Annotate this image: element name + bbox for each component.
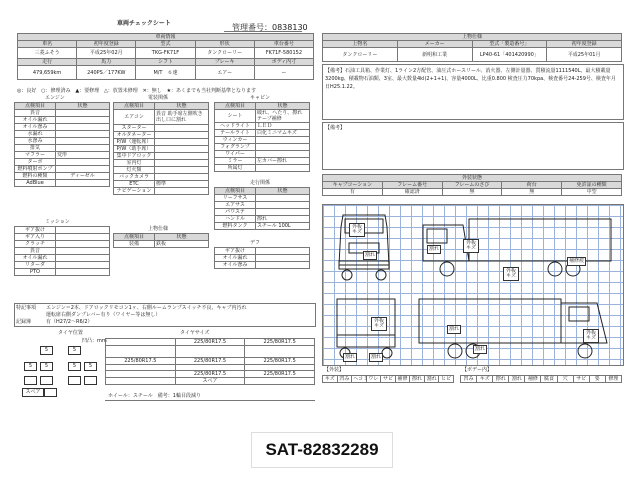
ap-h-2: フレームのさび (442, 182, 502, 189)
us-h-1: メーカー (397, 41, 472, 48)
chassis-item-4: 燃料タンク (215, 223, 256, 230)
cabin-item-1: ヘッドライト (215, 123, 256, 130)
upper-spec-table (322, 33, 622, 62)
cabin-item-0: シート (215, 110, 256, 123)
side2-window (569, 307, 589, 321)
diff-item-2: オイル滲み (215, 262, 256, 269)
tire-wheel-line (105, 400, 315, 401)
ext-leg-3: ワレ (366, 376, 381, 383)
diag-rear-mid: 割れ (345, 354, 356, 360)
eng-fuel: ディーゼル (56, 173, 110, 180)
legend-neglect: △：放置未修理 (103, 88, 138, 94)
ts-0-0 (106, 339, 176, 346)
vh-h2-1: 馬力 (77, 59, 136, 66)
tire-wheel-row: ホイール：スチール 備考：1輪目段減り (108, 393, 201, 399)
tire-remark-value: 1輪目段減り (172, 393, 201, 399)
ext-leg-4: サビ (381, 376, 396, 383)
body-leg-0: 凹み (461, 376, 477, 383)
ap-v-1: 確認済 (382, 189, 442, 196)
body-leg-1: キズ (477, 376, 493, 383)
remarks-text2: 運転席右側ダンプレバー有り（ワイヤー等は無し） (46, 312, 161, 318)
appearance-table (322, 174, 622, 196)
super-col1: 点検項目 (114, 234, 155, 241)
cabin-item-7: 所属灯 (215, 165, 256, 172)
elec-item-1: スターター (114, 125, 155, 132)
elec-item-3: P/W（運転席） (114, 139, 155, 146)
vehicle-info-table (17, 33, 314, 80)
body-leg-2: 擦れ (493, 376, 509, 383)
cabin-title: キャビン (250, 95, 271, 101)
chassis-item-1: エアサス (215, 202, 256, 209)
ap-h-4: 免許証の種類 (562, 182, 622, 189)
mis-item-0: ギア抜け (15, 227, 56, 234)
vh-h2-0: 走行 (18, 59, 77, 66)
diff-table (214, 247, 310, 269)
ap-h-1: フレーム番号 (382, 182, 442, 189)
body-leg-7: サビ (573, 376, 589, 383)
chassis-item-3: ハンドル (215, 216, 256, 223)
elec-col1: 点検項目 (114, 103, 155, 110)
ts-0-1: 225/80R17.5 (175, 339, 245, 346)
vh-v1-2: TKG-FK71F (136, 48, 195, 59)
tire-extra-4 (84, 376, 97, 385)
us-v-0: タンクローリー (323, 48, 398, 62)
us-h-3: 初年度登録 (547, 41, 622, 48)
legend-note: ★：あくまでも当社判断基準となります (166, 88, 257, 94)
us-v-3: 平成25年01月 (547, 48, 622, 62)
upper-note: 【備考】石油工具箱、作業灯、1ライン2方配管、油圧式ホースリール、消火器、左側計量器、質積流量1111540L、最大積載量3200kg、積載物石油類、3室、最大数量4kl(2+1+1)、容量4000L、比重0.800 検査圧力70kpa、検査番号24-259号、検査年月日H25.1.22。 (325, 68, 616, 90)
vh-h1-2: 型式 (136, 41, 195, 48)
super-col2: 状態 (155, 234, 209, 241)
diff-item-1: オイル漏れ (215, 255, 256, 262)
chassis-item-2: パワステ (215, 209, 256, 216)
chassis-item-0: リーフサス (215, 195, 256, 202)
tire-extra-3 (68, 376, 81, 385)
us-v-2: LP40-61「401420990」 (472, 48, 547, 62)
cabin-item-6: ミラー (215, 158, 256, 165)
elec-item-10: ナビゲーション (114, 188, 155, 195)
mis-item-1: ギア入り (15, 234, 56, 241)
front-wheel-right (376, 270, 386, 280)
vh-v2-2: M/T ６速 (136, 66, 195, 80)
side2-rear-wheel (448, 344, 462, 358)
cabin-item-4: フォグランプ (215, 144, 256, 151)
vh-v2-0: 479,659km (18, 66, 77, 80)
eng-item-5: 排気 (15, 145, 56, 152)
mis-item-2: クラッチ (15, 241, 56, 248)
diag-front-mid: 割れ (365, 252, 376, 258)
vh-h2-3: ブレーキ (195, 59, 254, 66)
legend-repair: ○：修理済み (41, 88, 71, 94)
eng-item-4: 水滲み (15, 138, 56, 145)
elec-item-5: 集中ドアロック (114, 153, 155, 160)
legend-none: ✕：無し (142, 88, 162, 94)
tire-rear-right-outer: 5 (84, 362, 97, 371)
tire-rear-left-outer: 5 (24, 362, 37, 371)
chassis-col2: 状態 (256, 188, 310, 195)
engine-table (14, 102, 110, 187)
mis-item-4: オイル漏れ (15, 255, 56, 262)
electrical-title: 電装関係 (148, 95, 169, 101)
ts-1-1: 225/80R17.5 (175, 358, 245, 365)
diag-side-front: 割れ (429, 246, 440, 252)
body-leg-5: 腐食 (541, 376, 557, 383)
cabin-col2: 状態 (256, 103, 310, 110)
vehicle-info-section: 車両情報 (18, 34, 314, 41)
cabin-head-state: ＬＥＤ (256, 123, 310, 130)
elec-item-6: 室内灯 (114, 160, 155, 167)
vh-h1-4: 車台番号 (254, 41, 313, 48)
ts-1-2: 225/80R17.5 (245, 358, 315, 365)
ts-spare-label: スペア (175, 378, 245, 385)
vh-v1-4: FK71F-580152 (254, 48, 313, 59)
side-body (469, 219, 611, 261)
diff-title: デフ (250, 240, 261, 246)
mis-item-6: PTO (15, 269, 56, 276)
front-wheel-left (342, 270, 352, 280)
elec-item-0: エアコン (114, 110, 155, 125)
vh-h1-3: 形状 (195, 41, 254, 48)
elec-item-7: 灯火類 (114, 167, 155, 174)
vh-v1-0: 三菱ふそう (18, 48, 77, 59)
diag-side2-left: 割れ (449, 326, 460, 332)
diag-side-bumper: 外板キズ (503, 267, 519, 281)
legend-need: ▲：要修理 (75, 88, 100, 94)
diag-rear-label: 外板キズ (371, 317, 387, 331)
mis-item-3: 異音 (15, 248, 56, 255)
ap-v-0: 有 (323, 189, 383, 196)
side-window (427, 229, 447, 243)
chassis-handle-state: 擦れ (256, 216, 310, 223)
vh-h1-1: 初年度登録 (77, 41, 136, 48)
elec-item-8: バックカメラ (114, 174, 155, 181)
chassis-col1: 点検項目 (215, 188, 256, 195)
eng-item-6: マフラー (15, 152, 56, 159)
cabin-item-5: ワイパー (215, 151, 256, 158)
cabin-item-3: ウィンカー (215, 137, 256, 144)
tire-size-table (105, 338, 315, 385)
remarks-text1: エンジン＝2本、ドアロックリモコン1ヶ、右側ルームランプスイッチ不良、キャブ内汚れ (46, 305, 247, 311)
note-box-label: 【備考】 (325, 125, 346, 131)
ext-leg-7: 割れ (424, 376, 439, 383)
diag-side-right: 補修痕 (569, 258, 585, 264)
mission-title: ミッション (45, 219, 70, 225)
engine-col1: 点検項目 (15, 103, 56, 110)
side2-body (419, 299, 561, 343)
us-h-0: 上物名 (323, 41, 398, 48)
remarks-label1: 特記事項 (16, 305, 37, 311)
mission-table (14, 226, 110, 276)
body-leg-9: 修理 (605, 376, 621, 383)
ext-leg-2: ヘコミ (353, 376, 369, 382)
ap-v-3: 無 (502, 189, 562, 196)
cabin-mirror-state: 左カバー擦れ (256, 158, 310, 165)
diag-rear-bottom: 割れ (371, 354, 382, 360)
tire-wheel-value: スチール (132, 393, 153, 399)
mgmt-underline (224, 31, 302, 32)
engine-col2: 状態 (56, 103, 110, 110)
diag-side2-bumper: 外板キズ (583, 329, 599, 343)
vh-v1-3: タンクローリー (195, 48, 254, 59)
cabin-tail-state: 白化ミニマムキズ (256, 130, 310, 137)
remarks-label2: 記録簿 (16, 319, 32, 325)
exterior-legend-table (322, 375, 454, 383)
vh-v2-3: エアー (195, 66, 254, 80)
eng-item-3: 水漏れ (15, 131, 56, 138)
side-rear-wheel (548, 262, 562, 276)
vh-v2-1: 240PS／177KW (77, 66, 136, 80)
elec-item-9: ETC (114, 181, 155, 188)
appearance-section: 外装状態 (323, 175, 622, 182)
rear-wheel-right (382, 348, 392, 358)
vh-v1-1: 平成25年02月 (77, 48, 136, 59)
exterior-legend-label: 【外装】 (324, 367, 345, 373)
tire-spare-2 (44, 388, 57, 397)
body-legend-table (460, 375, 622, 383)
body-legend-label: 【ボデー内】 (462, 367, 493, 373)
eng-item-8: 燃料噴射ポンプ (15, 166, 56, 173)
eng-item-9: 燃料の種類 (15, 173, 56, 180)
ext-leg-8: ヒビ (439, 376, 454, 383)
eng-item-2: オイル滲み (15, 124, 56, 131)
diag-front-left: 外板キズ (349, 223, 365, 237)
ext-leg-0: キズ (323, 376, 338, 383)
tire-rear-left-inner: 5 (40, 362, 53, 371)
elec-aircon-state: 異音 助手席左側吹き出し口に割れ (155, 110, 209, 125)
tire-rear-right-inner: 5 (68, 362, 81, 371)
tire-wheel-label: ホイール (108, 393, 128, 399)
note-box (322, 122, 624, 170)
tire-pos-unit: 凹凸：mm (82, 338, 107, 344)
stock-code: SAT-82832289 (251, 432, 393, 468)
super-state: 鉄板 (155, 241, 209, 248)
upper-spec-section: 上物仕様 (323, 34, 622, 41)
ext-leg-5: 補修 (395, 376, 410, 383)
legend-good: ◎：良好 (17, 88, 37, 94)
ap-v-4: 中型 (562, 189, 622, 196)
ts-2-0 (106, 371, 176, 378)
super-title: 上物仕様 (148, 226, 169, 232)
legend-row (17, 88, 256, 94)
body-leg-3: 割れ (509, 376, 525, 383)
remarks-text3: 有（H27/2〜R6/2） (46, 319, 93, 325)
vh-v2-4: ー (254, 66, 313, 80)
engine-title: エンジン (45, 95, 65, 101)
cabin-item-2: テールライト (215, 130, 256, 137)
sheet-title: 車両チェックシート (117, 20, 171, 27)
tire-extra-1 (24, 376, 37, 385)
tire-spare: スペア (22, 388, 44, 397)
ts-1-0: 225/80R17.5 (106, 358, 176, 365)
electrical-table (113, 102, 209, 195)
vh-h2-2: シフト (136, 59, 195, 66)
body-leg-6: 穴 (557, 376, 573, 383)
chassis-table (214, 187, 310, 230)
mgmt-label-text: 管理番号： (232, 23, 272, 32)
eng-muffler-state: 変形 (56, 152, 110, 159)
eng-item-1: オイル漏れ (15, 117, 56, 124)
us-v-1: 新明和工業 (397, 48, 472, 62)
tire-front-left: 5 (40, 346, 53, 355)
ext-leg-1: 凹み (337, 376, 352, 383)
ext-leg-6: 擦れ (410, 376, 425, 383)
tire-remark-label: 備考 (157, 393, 168, 399)
diag-side-cab: 外板キズ (463, 239, 479, 253)
ap-h-3: 荷台 (502, 182, 562, 189)
ts-2-2: 225/80R17.5 (245, 371, 315, 378)
side2-front-wheel (578, 344, 592, 358)
tire-front-right: 5 (68, 346, 81, 355)
cabin-table (214, 102, 310, 172)
ts-2-1: 225/80R17.5 (175, 371, 245, 378)
cabin-col1: 点検項目 (215, 103, 256, 110)
truck-outline-svg (323, 205, 623, 365)
elec-etc-state: 標準 (155, 181, 209, 188)
us-h-2: 型式「製造番号」 (472, 41, 547, 48)
ap-v-2: 無 (442, 189, 502, 196)
diff-item-0: ギア抜け (215, 248, 256, 255)
ap-h-0: キャブコーション (323, 182, 383, 189)
eng-item-7: ターボ (15, 159, 56, 166)
elec-item-4: P/W（助手席） (114, 146, 155, 153)
super-table (113, 233, 209, 248)
elec-item-2: オルタネーター (114, 132, 155, 139)
side-front-wheel (440, 262, 454, 276)
truck-diagram (322, 204, 624, 366)
super-item-0: 装備 (114, 241, 155, 248)
mis-item-5: リターダ (15, 262, 56, 269)
eng-item-10: AdBlue (15, 180, 56, 187)
elec-col2: 状態 (155, 103, 209, 110)
vh-h1-0: 車名 (18, 41, 77, 48)
tire-size-title: タイヤサイズ (180, 330, 210, 336)
chassis-tank-state: スチール 100L (256, 223, 310, 230)
mgmt-number: 0838130 (272, 23, 308, 32)
body-leg-4: 補修 (525, 376, 541, 383)
tire-pos-title: タイヤ位置 (58, 330, 83, 336)
chassis-title: 走行関係 (250, 180, 271, 186)
tire-extra-2 (40, 376, 53, 385)
cabin-seat-state: 破れ、へたり、擦れ テープ補修 (256, 110, 310, 123)
ts-0-2: 225/80R17.5 (245, 339, 315, 346)
eng-item-0: 異音 (15, 110, 56, 117)
body-leg-8: 要 (589, 376, 605, 383)
vh-h2-4: ボディ内寸 (254, 59, 313, 66)
diag-side2-mid: 割れ (475, 346, 486, 352)
